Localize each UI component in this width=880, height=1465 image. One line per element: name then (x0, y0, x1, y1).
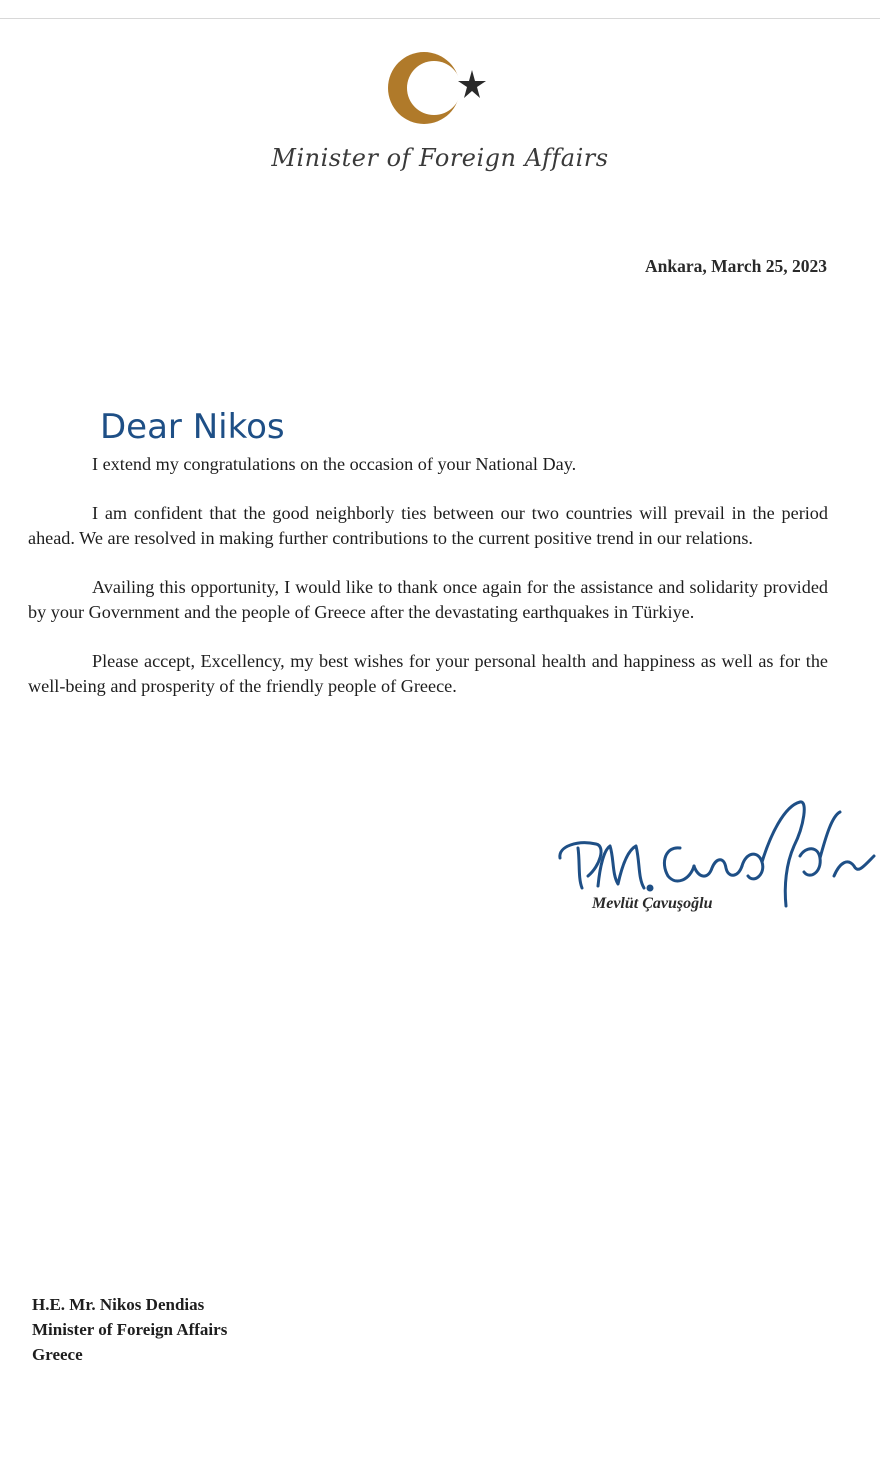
handwritten-salutation (96, 394, 336, 454)
recipient-block (32, 1292, 227, 1367)
paragraph: Please accept, Excellency, my best wishes for your personal health and happiness as well as for the well-being and prosperity of the friendly people of Greece. (28, 651, 828, 696)
paragraph: I am confident that the good neighborly ties between our two countries will prevail in the period ahead. We are resolved in making further contributions to the current positive trend in our relations. (28, 503, 828, 548)
crescent-star-icon (384, 48, 496, 128)
paragraph: Availing this opportunity, I would like to thank once again for the assistance and solidarity provided by your Government and the people of Greece after the devastating earthquakes in Türkiye. (28, 577, 828, 622)
ministry-letterhead: Minister of Foreign Affairs (271, 144, 609, 172)
recipient-name: H.E. Mr. Nikos Dendias (32, 1295, 205, 1314)
handwritten-signature (548, 796, 878, 936)
recipient-title: Minister of Foreign Affairs (32, 1320, 228, 1339)
top-border (0, 0, 880, 19)
recipient-country: Greece (32, 1345, 83, 1364)
salutation-text: Dear Nikos (100, 407, 285, 447)
letter-body (28, 452, 828, 723)
signer-name: Mevlüt Çavuşoğlu (592, 895, 713, 912)
letter-date: Ankara, March 25, 2023 (645, 256, 827, 276)
paragraph: I extend my congratulations on the occasion of your National Day. (92, 454, 577, 474)
